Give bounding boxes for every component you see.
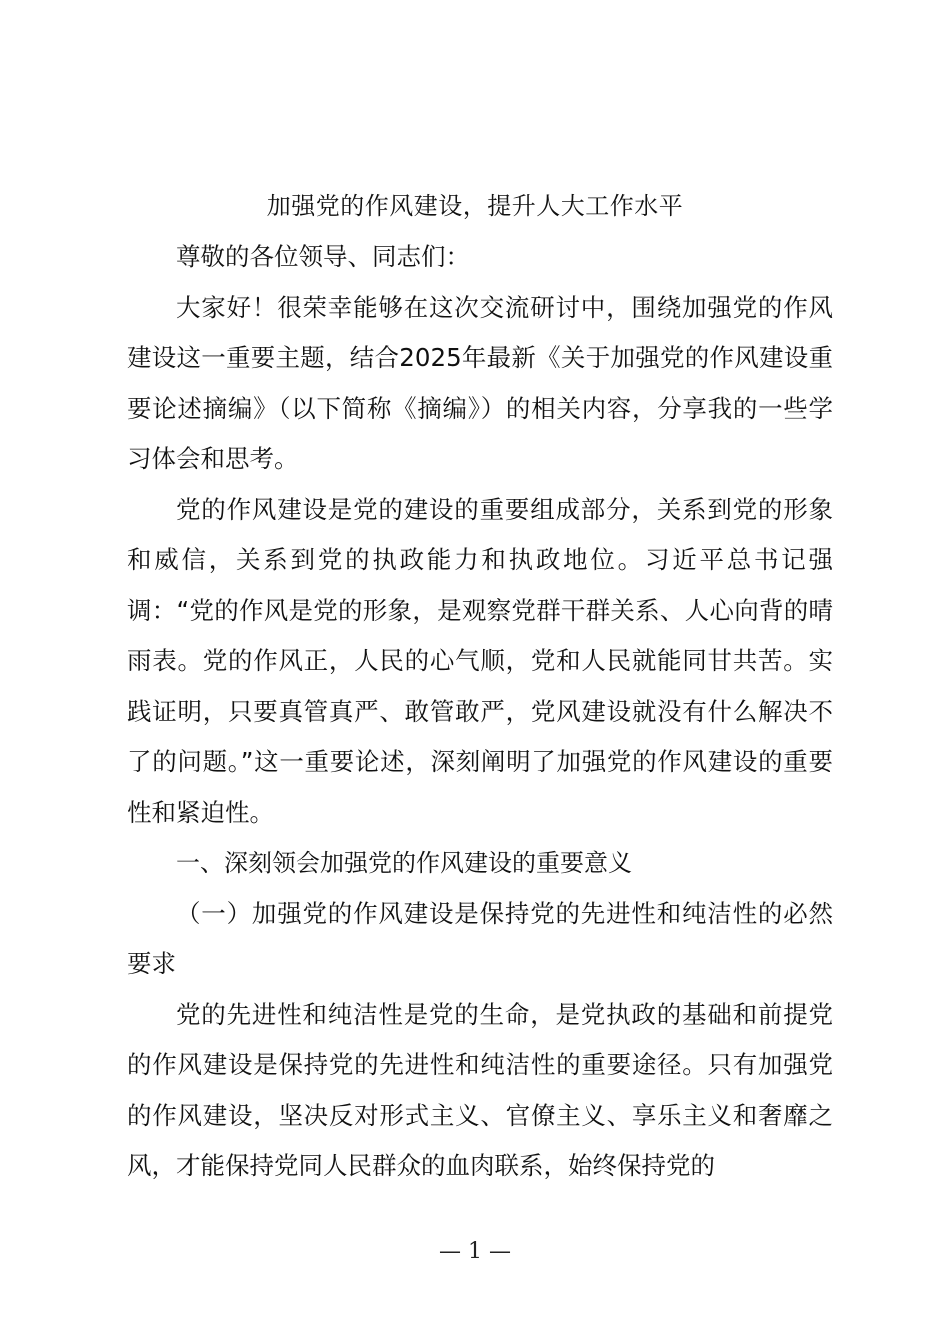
paragraph-intro: 大家好！很荣幸能够在这次交流研讨中，围绕加强党的作风建设这一重要主题，结合2025年最新《关于加强党的作风建设重要论述摘编》（以下简称《摘编》）的相关内容，分享我的一些学习体会和思考。 <box>127 292 833 473</box>
document-body <box>127 232 833 1192</box>
document-title: 加强党的作风建设，提升人大工作水平 <box>266 192 684 220</box>
subsection-heading: （一）加强党的作风建设是保持党的先进性和纯洁性的必然要求 <box>127 898 833 978</box>
paragraph-advancement: 党的先进性和纯洁性是党的生命，是党执政的基础和前提党的作风建设是保持党的先进性和纯洁性的重要途径。只有加强党的作风建设，坚决反对形式主义、官僚主义、享乐主义和奢靡之风，才能保持党同人民群众的血肉联系，始终保持党的 <box>127 999 833 1180</box>
section-heading: 一、深刻领会加强党的作风建设的重要意义 <box>176 849 632 877</box>
greeting-line: 尊敬的各位领导、同志们： <box>176 242 470 271</box>
page-number: — 1 — <box>439 1239 511 1264</box>
paragraph-importance: 党的作风建设是党的建设的重要组成部分，关系到党的形象和威信，关系到党的执政能力和执政地位。习近平总书记强调：“党的作风是党的形象，是观察党群干群关系、人心向背的晴雨表。党的作风正，人民的心气顺，党和人民就能同甘共苦。实践证明，只要真管真严、敢管敢严，党风建设就没有什么解决不了的问题。”这一重要论述，深刻阐明了加强党的作风建设的重要性和紧迫性。 <box>127 494 833 827</box>
